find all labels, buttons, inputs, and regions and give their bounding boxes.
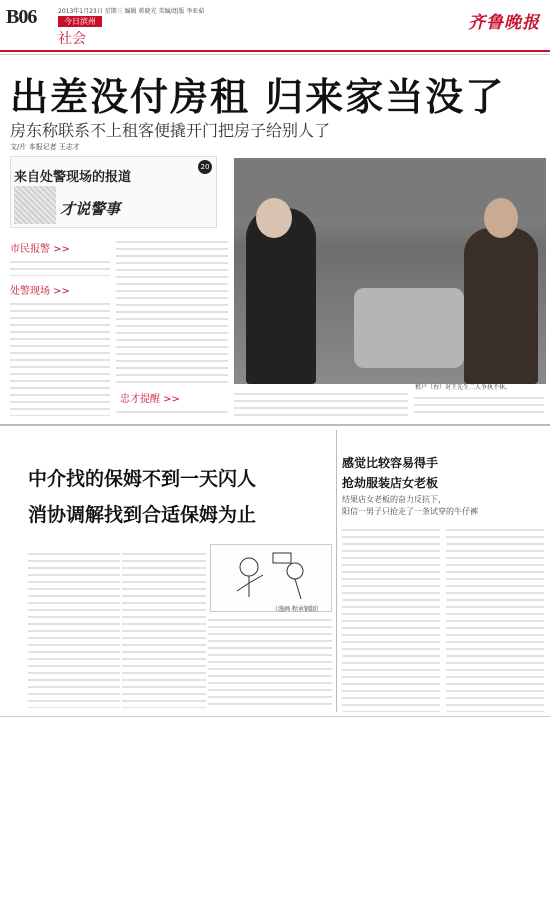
story3-headline-2: 抢劫服装店女老板 <box>342 476 439 490</box>
issue-meta: 2013年1月23日 星期三 编辑 蒋晓光 美编/组版 李亚茹 <box>58 8 205 15</box>
story3-sub-2: 阳信一男子只抢走了一条试穿的牛仔裤 <box>342 507 478 516</box>
story2-headline-1: 中介找的保姆不到一天闪人 <box>28 468 257 490</box>
column-divider <box>336 430 337 712</box>
section-label-report: 市民报警 >> <box>10 244 70 255</box>
section-label-scene: 处警现场 >> <box>10 286 70 297</box>
lead-body-5 <box>234 388 408 416</box>
story3-sub-1: 结果店女老板的奋力反抗下， <box>342 495 446 504</box>
lead-photo <box>234 158 546 384</box>
lead-body-2 <box>10 298 110 416</box>
lead-headline: 出差没付房租 归来家当没了 <box>10 74 506 119</box>
page-number: B06 <box>6 6 37 28</box>
header-rule-thin <box>0 54 550 55</box>
story3-body-1 <box>342 524 440 712</box>
lead-body-6 <box>414 392 544 416</box>
story-divider <box>0 424 550 426</box>
photo-caption: 租户（右）对王先生二人争执不休。 <box>415 384 512 391</box>
story2-body-2 <box>122 548 206 708</box>
lead-body-3 <box>116 236 228 384</box>
column-author: 才说警事 <box>60 200 121 218</box>
story3-headline-1: 感觉比较容易得手 <box>342 456 439 470</box>
column-title: 来自处警现场的报道 <box>14 170 132 185</box>
story2-body-1 <box>28 548 120 708</box>
lead-body-4 <box>116 406 228 416</box>
story2-cartoon <box>210 544 332 612</box>
page-bottom-rule <box>0 716 550 717</box>
lead-byline: 文/片 本报记者 王志才 <box>10 143 80 151</box>
section-tag: 今日滨州 <box>58 16 102 27</box>
section-label-tip: 忠才提醒 >> <box>120 394 180 405</box>
story2-body-3 <box>208 614 332 710</box>
story2-headline-2: 消协调解找到合适保姆为止 <box>28 504 257 526</box>
lead-subhead: 房东称联系不上租客便撬开门把房子给别人了 <box>10 121 331 140</box>
header-rule <box>0 50 550 52</box>
reporter-portrait <box>14 186 56 224</box>
story3-body-2 <box>446 524 544 712</box>
column-badge: 20 <box>198 160 212 174</box>
masthead-logo: 齐鲁晚报 <box>468 13 540 33</box>
cartoon-caption: （漫画 程承钢制） <box>272 606 322 613</box>
lead-body-1 <box>10 256 110 276</box>
section-name: 社会 <box>58 31 86 47</box>
